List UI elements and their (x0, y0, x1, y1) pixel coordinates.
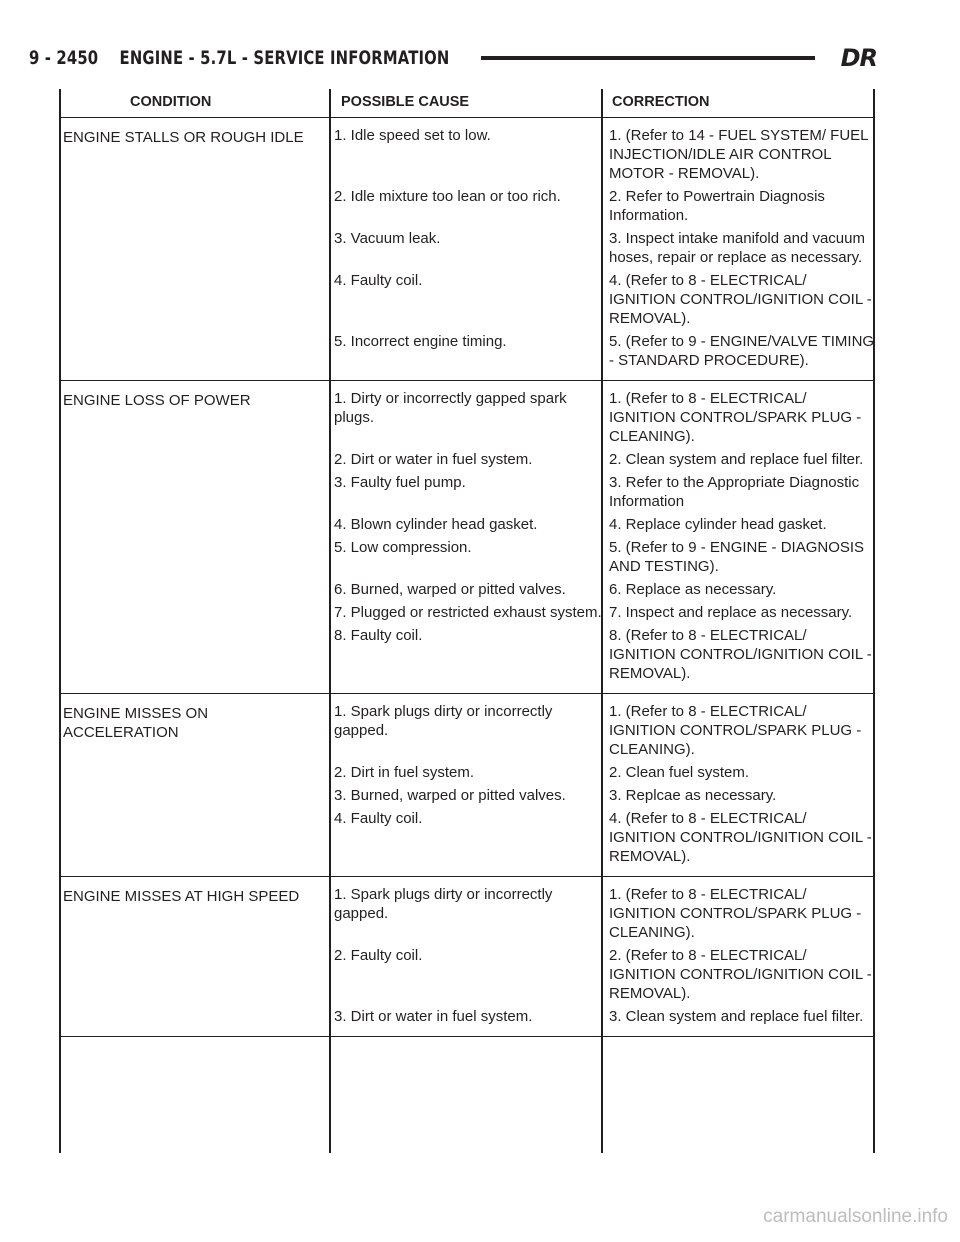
condition-group (59, 877, 875, 1037)
condition-group (59, 118, 875, 381)
possible-cause-cell: 8. Faulty coil. (334, 627, 423, 644)
condition-group (59, 381, 875, 694)
entry-list (331, 381, 875, 693)
table-row (331, 271, 875, 328)
table-body (59, 118, 875, 1037)
condition-label: ENGINE MISSES AT HIGH SPEED (63, 888, 300, 905)
correction-cell: 4. (Refer to 8 - ELECTRICAL/ IGNITION CONTROL/IGNITION COIL - REMOVAL). (609, 272, 872, 327)
table-row (331, 332, 875, 370)
possible-cause-cell: 7. Plugged or restricted exhaust system. (334, 604, 602, 621)
table-row (331, 515, 875, 534)
page-header-title (29, 47, 449, 69)
table-row (331, 763, 875, 782)
table-header-row (59, 89, 875, 118)
correction-cell: 6. Replace as necessary. (609, 581, 777, 598)
correction-cell: 1. (Refer to 8 - ELECTRICAL/ IGNITION CONTROL/SPARK PLUG - CLEANING). (609, 886, 862, 941)
header-possible-cause: POSSIBLE CAUSE (341, 94, 470, 110)
possible-cause-cell: 3. Faulty fuel pump. (334, 474, 466, 491)
table-row (331, 885, 875, 942)
table-row (331, 1007, 875, 1026)
condition-label: ENGINE STALLS OR ROUGH IDLE (63, 129, 304, 146)
correction-cell: 8. (Refer to 8 - ELECTRICAL/ IGNITION CONTROL/IGNITION COIL - REMOVAL). (609, 627, 872, 682)
possible-cause-cell: 2. Dirt or water in fuel system. (334, 451, 533, 468)
correction-cell: 2. Clean system and replace fuel filter. (609, 451, 864, 468)
table-row (331, 450, 875, 469)
entry-list (331, 118, 875, 380)
correction-cell: 2. Refer to Powertrain Diagnosis Information. (609, 188, 825, 224)
table-row (331, 389, 875, 446)
table-row (331, 809, 875, 866)
model-code: DR (840, 44, 877, 72)
table-row (331, 126, 875, 183)
correction-cell: 5. (Refer to 9 - ENGINE/VALVE TIMING - STANDARD PROCEDURE). (609, 333, 875, 369)
page-number: 9 - 2450 (29, 47, 99, 69)
table-row (331, 187, 875, 225)
correction-cell: 3. Refer to the Appropriate Diagnostic Information (609, 474, 860, 510)
correction-cell: 1. (Refer to 14 - FUEL SYSTEM/ FUEL INJECTION/IDLE AIR CONTROL MOTOR - REMOVAL). (609, 127, 868, 182)
possible-cause-cell: 2. Faulty coil. (334, 947, 423, 964)
possible-cause-cell: 4. Blown cylinder head gasket. (334, 516, 538, 533)
correction-cell: 4. (Refer to 8 - ELECTRICAL/ IGNITION CONTROL/IGNITION COIL - REMOVAL). (609, 810, 872, 865)
header-rule (481, 56, 815, 60)
possible-cause-cell: 4. Faulty coil. (334, 272, 423, 289)
possible-cause-cell: 1. Dirty or incorrectly gapped spark plugs. (334, 390, 567, 426)
possible-cause-cell: 1. Spark plugs dirty or incorrectly gapped. (334, 886, 553, 922)
possible-cause-cell: 1. Idle speed set to low. (334, 127, 491, 144)
possible-cause-cell: 5. Incorrect engine timing. (334, 333, 507, 350)
entry-list (331, 694, 875, 876)
possible-cause-cell: 2. Idle mixture too lean or too rich. (334, 188, 561, 205)
table-row (331, 473, 875, 511)
table-row (331, 580, 875, 599)
table-row (331, 786, 875, 805)
diagnosis-table (59, 89, 875, 1037)
correction-cell: 3. Clean system and replace fuel filter. (609, 1008, 864, 1025)
table-row (331, 626, 875, 683)
correction-cell: 3. Inspect intake manifold and vacuum hoses, repair or replace as necessary. (609, 230, 865, 266)
correction-cell: 5. (Refer to 9 - ENGINE - DIAGNOSIS AND TESTING). (609, 539, 865, 575)
correction-cell: 2. Clean fuel system. (609, 764, 750, 781)
table-row (331, 538, 875, 576)
correction-cell: 1. (Refer to 8 - ELECTRICAL/ IGNITION CONTROL/SPARK PLUG - CLEANING). (609, 390, 862, 445)
possible-cause-cell: 3. Vacuum leak. (334, 230, 441, 247)
header-correction: CORRECTION (612, 94, 710, 110)
possible-cause-cell: 4. Faulty coil. (334, 810, 423, 827)
watermark: carmanualsonline.info (763, 1206, 948, 1227)
section-title: ENGINE - 5.7L - SERVICE INFORMATION (119, 47, 450, 69)
table-row (331, 603, 875, 622)
header-condition: CONDITION (130, 94, 212, 110)
entry-list (331, 877, 875, 1036)
correction-cell: 3. Replcae as necessary. (609, 787, 777, 804)
condition-group (59, 694, 875, 877)
table-row (331, 229, 875, 267)
possible-cause-cell: 5. Low compression. (334, 539, 472, 556)
correction-cell: 4. Replace cylinder head gasket. (609, 516, 827, 533)
condition-label: ENGINE LOSS OF POWER (63, 392, 251, 409)
correction-cell: 1. (Refer to 8 - ELECTRICAL/ IGNITION CONTROL/SPARK PLUG - CLEANING). (609, 703, 862, 758)
correction-cell: 2. (Refer to 8 - ELECTRICAL/ IGNITION CONTROL/IGNITION COIL - REMOVAL). (609, 947, 872, 1002)
page-header (29, 45, 877, 71)
table-row (331, 702, 875, 759)
possible-cause-cell: 3. Dirt or water in fuel system. (334, 1008, 533, 1025)
correction-cell: 7. Inspect and replace as necessary. (609, 604, 853, 621)
table-row (331, 946, 875, 1003)
condition-label: ENGINE MISSES ON ACCELERATION (63, 705, 209, 741)
possible-cause-cell: 6. Burned, warped or pitted valves. (334, 581, 566, 598)
possible-cause-cell: 2. Dirt in fuel system. (334, 764, 475, 781)
possible-cause-cell: 1. Spark plugs dirty or incorrectly gapped. (334, 703, 553, 739)
possible-cause-cell: 3. Burned, warped or pitted valves. (334, 787, 566, 804)
